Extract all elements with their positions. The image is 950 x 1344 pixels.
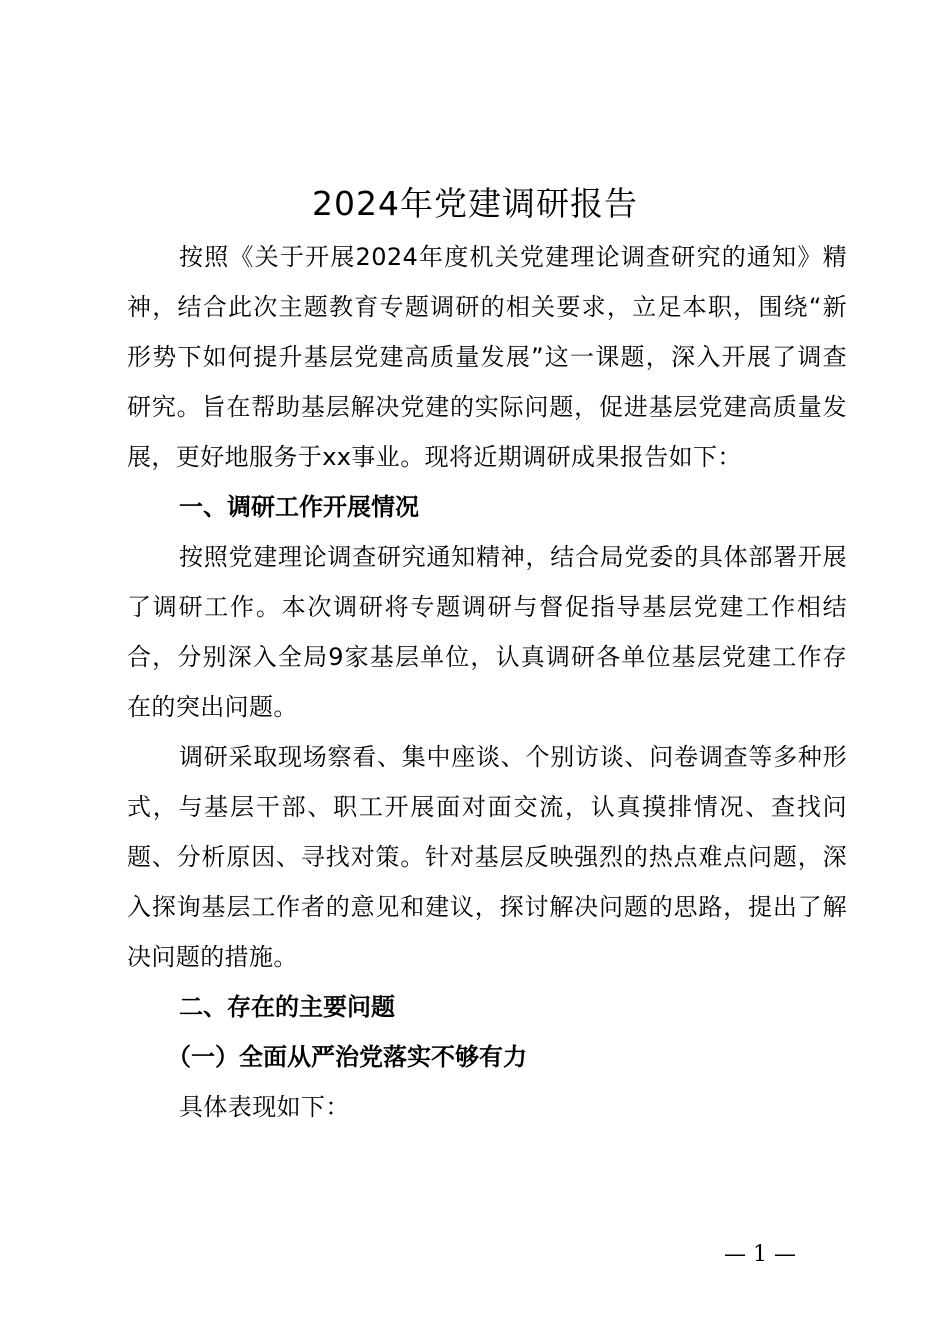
section-1-paragraph-1: 按照党建理论调查研究通知精神，结合局党委的具体部署开展了调研工作。本次调研将专题调研与督促指导基层党建工作相结合，分别深入全局9家基层单位，认真调研各单位基层党建工作存在的突出问题。 <box>127 543 847 721</box>
document-body <box>127 232 847 1132</box>
section-2-paragraph: 具体表现如下： <box>179 1093 350 1121</box>
intro-paragraph: 按照《关于开展2024年度机关党建理论调查研究的通知》精神，结合此次主题教育专题调研的相关要求，立足本职，围绕“新形势下如何提升基层党建高质量发展”这一课题，深入开展了调查研究。旨在帮助基层解决党建的实际问题，促进基层党建高质量发展，更好地服务于xx事业。现将近期调研成果报告如下： <box>127 243 848 471</box>
section-1-paragraph-2: 调研采取现场察看、集中座谈、个别访谈、问卷调查等多种形式，与基层干部、职工开展面对面交流，认真摸排情况、查找问题、分析原因、寻找对策。针对基层反映强烈的热点难点问题，深入探询基层工作者的意见和建议，探讨解决问题的思路，提出了解决问题的措施。 <box>127 743 847 971</box>
page-number: — 1 — <box>724 1242 796 1267</box>
section-2-subheading: （一）全面从严治党落实不够有力 <box>167 1043 527 1071</box>
section-1-heading: 一、调研工作开展情况 <box>179 493 419 521</box>
section-2-heading: 二、存在的主要问题 <box>179 993 395 1021</box>
document-title: 2024年党建调研报告 <box>312 184 638 223</box>
